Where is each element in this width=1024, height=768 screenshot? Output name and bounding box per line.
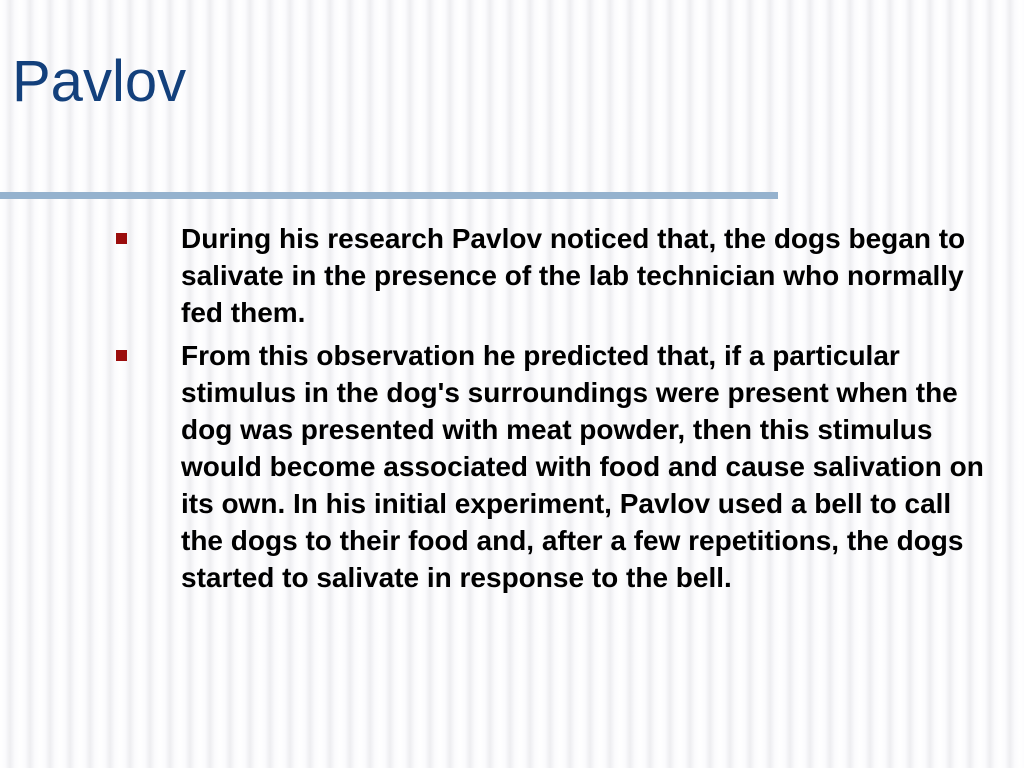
bullet-text: From this observation he predicted that, if a particular stimulus in the dog's surroundings were present when the dog was presented with meat powder, then this stimulus would become associated with food and cause salivation on its own. In his initial experiment, Pavlov used a bell to call the dogs to their food and, after a few repetitions, the dogs started to salivate in response to the bell. <box>181 340 984 593</box>
title-divider <box>0 192 778 199</box>
slide-title: Pavlov <box>12 49 187 114</box>
bullet-text: During his research Pavlov noticed that, the dogs began to salivate in the presence of the lab technician who normally fed them. <box>181 223 966 328</box>
bullet-item <box>0 337 991 596</box>
bullet-list <box>0 220 991 602</box>
square-bullet-icon <box>116 233 127 244</box>
square-bullet-icon <box>116 350 127 361</box>
bullet-item <box>0 220 991 331</box>
